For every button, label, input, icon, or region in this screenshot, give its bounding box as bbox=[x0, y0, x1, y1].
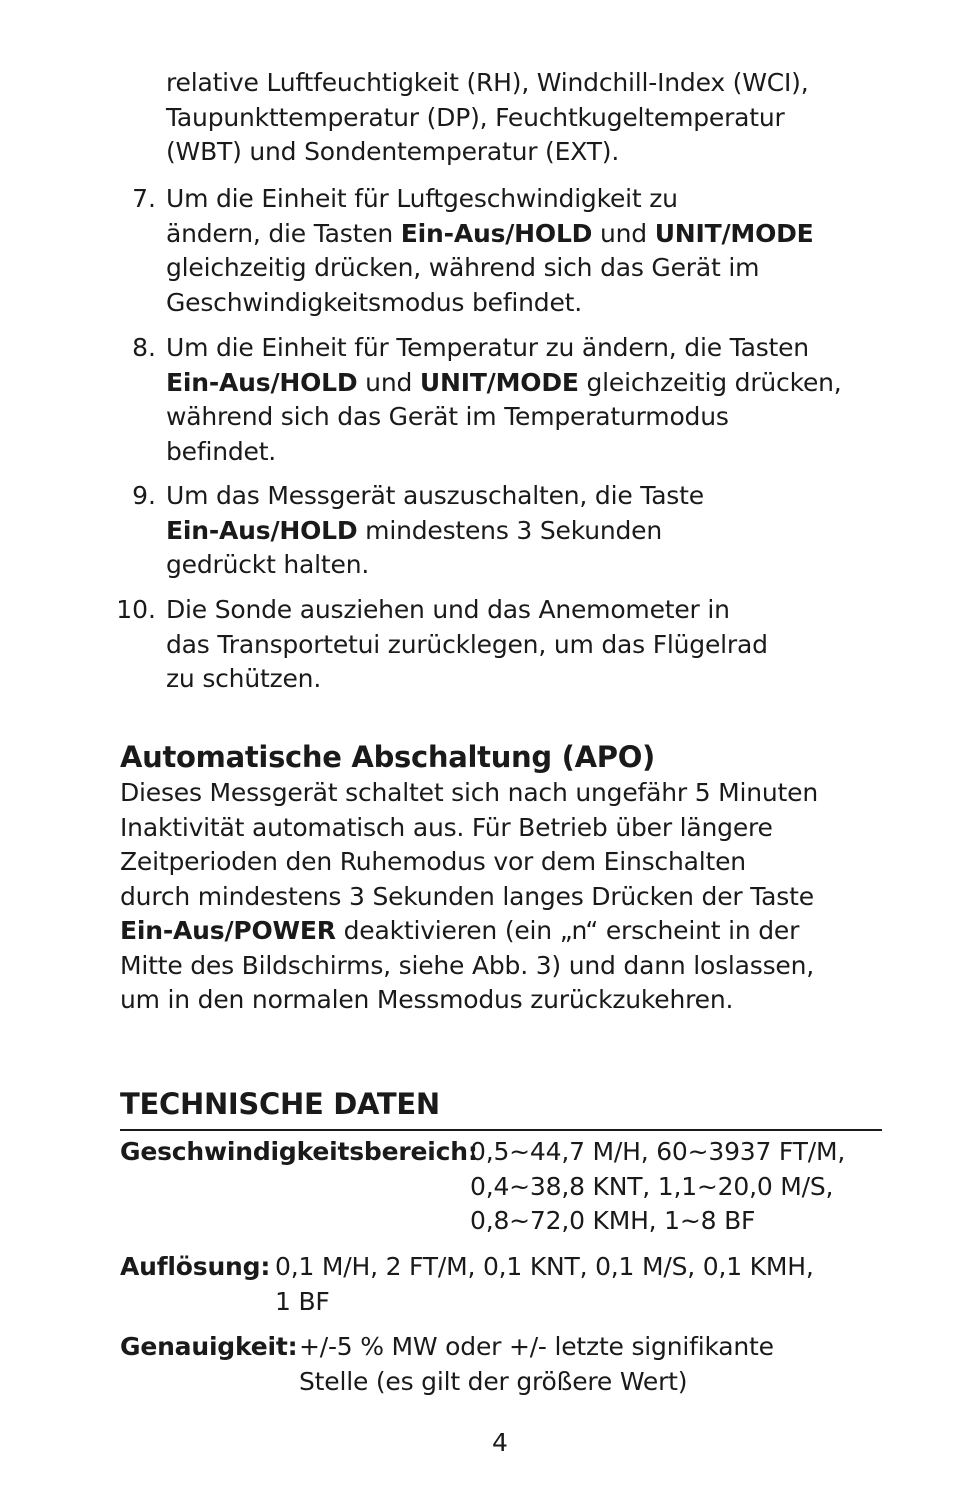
step-line: während sich das Gerät im Temperaturmodus bbox=[166, 402, 729, 431]
step-line: Um das Messgerät auszuschalten, die Taste bbox=[166, 481, 704, 510]
spec-value bbox=[275, 1250, 814, 1319]
step-line: befindet. bbox=[166, 436, 277, 466]
page-number: 4 bbox=[492, 1428, 508, 1457]
apo-line: Zeitperioden den Ruhemodus vor dem Einschalten bbox=[120, 847, 746, 876]
heading-divider bbox=[120, 1129, 882, 1131]
key-name-on-off-hold: Ein-Aus/HOLD bbox=[166, 367, 358, 397]
apo-line: Dieses Messgerät schaltet sich nach ungefähr 5 Minuten bbox=[120, 778, 818, 807]
key-name-unit-mode: UNIT/MODE bbox=[419, 367, 579, 397]
apo-line bbox=[120, 914, 954, 949]
apo-line: Mitte des Bildschirms, siehe Abb. 3) und dann loslassen, bbox=[120, 950, 815, 980]
intro-line: (WBT) und Sondentemperatur (EXT). bbox=[166, 137, 620, 166]
intro-line: relative Luftfeuchtigkeit (RH), Windchill-Index (WCI), bbox=[166, 68, 809, 97]
step-line bbox=[166, 217, 814, 252]
apo-line: Inaktivität automatisch aus. Für Betrieb über längere bbox=[120, 812, 773, 842]
spec-value-line: 0,1 M/H, 2 FT/M, 0,1 KNT, 0,1 M/S, 0,1 KMH, bbox=[275, 1252, 814, 1281]
step-text bbox=[166, 182, 814, 320]
intro-paragraph bbox=[166, 66, 954, 170]
apo-paragraph bbox=[120, 776, 954, 1018]
text-run: gleichzeitig drücken, bbox=[578, 367, 842, 397]
spec-label: Geschwindigkeitsbereich: bbox=[120, 1137, 478, 1166]
key-name-on-off-hold: Ein-Aus/HOLD bbox=[400, 218, 593, 248]
text-run: ändern, die Tasten bbox=[166, 218, 401, 248]
step-number: 8. bbox=[132, 333, 156, 362]
step-line bbox=[166, 514, 704, 549]
step-line: Um die Einheit für Luftgeschwindigkeit zu bbox=[166, 184, 678, 213]
step-line bbox=[166, 366, 842, 401]
step-number: 10. bbox=[116, 595, 156, 624]
spec-value bbox=[299, 1330, 774, 1399]
key-name-on-off-power: Ein-Aus/POWER bbox=[120, 916, 336, 945]
step-number: 9. bbox=[132, 481, 156, 510]
spec-value-line: 0,8~72,0 KMH, 1~8 BF bbox=[470, 1206, 756, 1235]
key-name-unit-mode: UNIT/MODE bbox=[654, 218, 814, 248]
step-line: zu schützen. bbox=[166, 664, 322, 693]
spec-value-line: 0,4~38,8 KNT, 1,1~20,0 M/S, bbox=[470, 1171, 834, 1201]
apo-line: um in den normalen Messmodus zurückzukehren. bbox=[120, 985, 734, 1014]
step-text bbox=[166, 479, 704, 583]
text-run: mindestens 3 Sekunden bbox=[357, 515, 662, 545]
tech-heading: TECHNISCHE DATEN bbox=[120, 1087, 440, 1121]
text-run: deaktivieren (ein „n“ erscheint in der bbox=[335, 916, 800, 945]
text-run: und bbox=[592, 218, 655, 248]
spec-value bbox=[470, 1135, 845, 1239]
text-run: und bbox=[357, 367, 420, 397]
key-name-on-off-hold: Ein-Aus/HOLD bbox=[166, 515, 358, 545]
spec-value-line: 1 BF bbox=[275, 1286, 330, 1316]
step-line: Geschwindigkeitsmodus befindet. bbox=[166, 287, 583, 317]
step-line: gedrückt halten. bbox=[166, 550, 370, 579]
step-number: 7. bbox=[132, 184, 156, 213]
spec-label: Genauigkeit: bbox=[120, 1332, 298, 1361]
spec-value-line: +/-5 % MW oder +/- letzte signifikante bbox=[299, 1332, 774, 1361]
step-line: gleichzeitig drücken, während sich das Gerät im bbox=[166, 253, 760, 282]
apo-heading: Automatische Abschaltung (APO) bbox=[120, 740, 656, 774]
spec-value-line: 0,5~44,7 M/H, 60~3937 FT/M, bbox=[470, 1137, 846, 1166]
step-text bbox=[166, 593, 768, 697]
step-line: das Transportetui zurücklegen, um das Flügelrad bbox=[166, 629, 768, 659]
step-line: Die Sonde ausziehen und das Anemometer in bbox=[166, 595, 730, 624]
step-text bbox=[166, 331, 842, 469]
intro-line: Taupunkttemperatur (DP), Feuchtkugeltemperatur bbox=[166, 102, 785, 132]
apo-line: durch mindestens 3 Sekunden langes Drücken der Taste bbox=[120, 881, 814, 911]
step-line: Um die Einheit für Temperatur zu ändern, die Tasten bbox=[166, 333, 809, 362]
spec-label: Auflösung: bbox=[120, 1252, 271, 1281]
spec-value-line: Stelle (es gilt der größere Wert) bbox=[299, 1366, 688, 1396]
